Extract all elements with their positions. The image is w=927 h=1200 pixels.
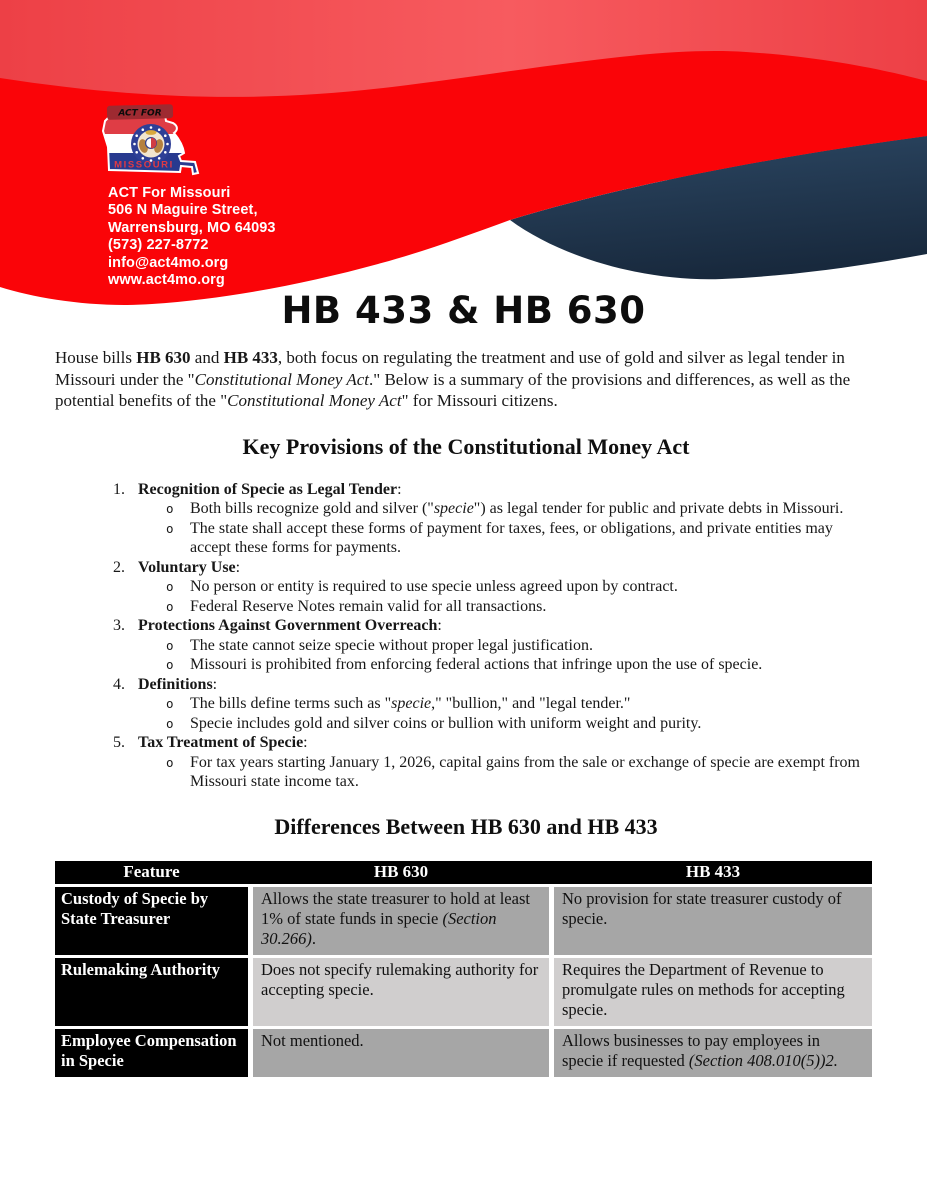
item-number: 3. xyxy=(113,617,125,635)
table-cell-hb630: Not mentioned. xyxy=(253,1029,549,1077)
comparison-table xyxy=(55,861,875,1077)
bullet-marker: o xyxy=(166,657,174,673)
item-number: 5. xyxy=(113,734,125,752)
table-cell-hb433: No provision for state treasurer custody of specie. xyxy=(554,887,872,955)
item-number: 2. xyxy=(113,558,125,576)
contact-city: Warrensburg, MO 64093 xyxy=(108,219,276,236)
list-subitem: o For tax years starting January 1, 2026, capital gains from the sale or exchange of specie are exempt from Missouri state income tax. xyxy=(166,753,860,791)
list-subitem: o Missouri is prohibited from enforcing federal actions that infringe upon the use of specie. xyxy=(166,656,763,674)
key-provisions-heading: Key Provisions of the Constitutional Money Act xyxy=(242,433,690,459)
document-content xyxy=(0,288,927,1077)
bullet-marker: o xyxy=(166,696,174,712)
list-item: 5. Tax Treatment of Specie: o For tax years starting January 1, 2026, capital gains from the sale or exchange of specie are exempt from Missouri state income tax. xyxy=(55,733,877,792)
table-cell-feature: Employee Compensation in Specie xyxy=(55,1029,248,1077)
list-item: 1. Recognition of Specie as Legal Tender: o Both bills recognize gold and silver ("specie") as legal tender for public and private debts in Missouri. o The state shall accept these forms of payment for taxes, fees, or obligations, and private entities may accept these forms for payments. xyxy=(55,480,877,558)
intro-paragraph: House bills HB 630 and HB 433, both focus on regulating the treatment and use of gold and silver as legal tender in Missouri under the "Constitutional Money Act." Below is a summary of the provisions and differences, as well as the potential benefits of the "Constitutional Money Act" for Missouri citizens. xyxy=(55,348,851,411)
ribbon-label: ACT FOR xyxy=(118,108,162,119)
table-header-hb433: HB 433 xyxy=(685,862,741,882)
act-for-ribbon xyxy=(107,104,173,120)
contact-website: www.act4mo.org xyxy=(108,272,225,289)
list-subitem: o Specie includes gold and silver coins or bullion with uniform weight and purity. xyxy=(166,714,702,732)
list-subitem: o Both bills recognize gold and silver ("specie") as legal tender for public and private debts in Missouri. xyxy=(166,500,844,518)
contact-email: info@act4mo.org xyxy=(108,254,229,271)
bullet-marker: o xyxy=(166,637,174,653)
contact-phone: (573) 227-8772 xyxy=(108,237,209,254)
missouri-logo-icon xyxy=(95,99,229,193)
list-subitem: o The bills define terms such as "specie," "bullion," and "legal tender." xyxy=(166,695,631,713)
list-subitem: o The state cannot seize specie without proper legal justification. xyxy=(166,636,593,654)
bullet-marker: o xyxy=(166,715,174,731)
list-subitem: o No person or entity is required to use specie unless agreed upon by contract. xyxy=(166,578,678,596)
table-cell-hb433: Requires the Department of Revenue to promulgate rules on methods for accepting specie. xyxy=(554,958,872,1026)
bullet-marker: o xyxy=(166,579,174,595)
state-label: MISSOURI xyxy=(114,159,174,171)
contact-street: 506 N Maguire Street, xyxy=(108,202,258,219)
table-header-row xyxy=(55,861,872,884)
item-number: 1. xyxy=(113,480,125,498)
table-cell-feature: Custody of Specie by State Treasurer xyxy=(55,887,248,955)
table-cell-feature: Rulemaking Authority xyxy=(55,958,248,1026)
list-item: 3. Protections Against Government Overreach: o The state cannot seize specie without proper legal justification. o Missouri is prohibited from enforcing federal actions that infringe upon the use of specie. xyxy=(55,616,877,675)
state-seal-icon xyxy=(131,124,171,164)
list-subitem: o Federal Reserve Notes remain valid for all transactions. xyxy=(166,597,547,615)
bullet-marker: o xyxy=(166,754,174,770)
bullet-marker: o xyxy=(166,520,174,536)
list-item: 4. Definitions: o The bills define terms such as "specie," "bullion," and "legal tender." o Specie includes gold and silver coins or bullion with uniform weight and purity. xyxy=(55,675,877,734)
table-header-hb630: HB 630 xyxy=(373,862,429,882)
key-provisions-list xyxy=(55,480,877,792)
contact-org: ACT For Missouri xyxy=(108,185,231,201)
list-item: 2. Voluntary Use: o No person or entity is required to use specie unless agreed upon by contract. o Federal Reserve Notes remain valid for all transactions. xyxy=(55,558,877,617)
table-cell-hb630: Allows the state treasurer to hold at least 1% of state funds in specie (Section 30.266). xyxy=(253,887,549,955)
bullet-marker: o xyxy=(166,501,174,517)
bullet-marker: o xyxy=(166,598,174,614)
item-number: 4. xyxy=(113,675,125,693)
list-subitem: o The state shall accept these forms of payment for taxes, fees, or obligations, and private entities may accept these forms for payments. xyxy=(166,519,833,557)
table-cell-hb433: Allows businesses to pay employees in specie if requested (Section 408.010(5))2. xyxy=(554,1029,872,1077)
differences-heading: Differences Between HB 630 and HB 433 xyxy=(274,813,658,839)
contact-block xyxy=(108,185,368,289)
table-cell-hb630: Does not specify rulemaking authority for accepting specie. xyxy=(253,958,549,1026)
table-header-feature: Feature xyxy=(123,862,180,882)
page-title: HB 433 & HB 630 xyxy=(281,289,646,332)
